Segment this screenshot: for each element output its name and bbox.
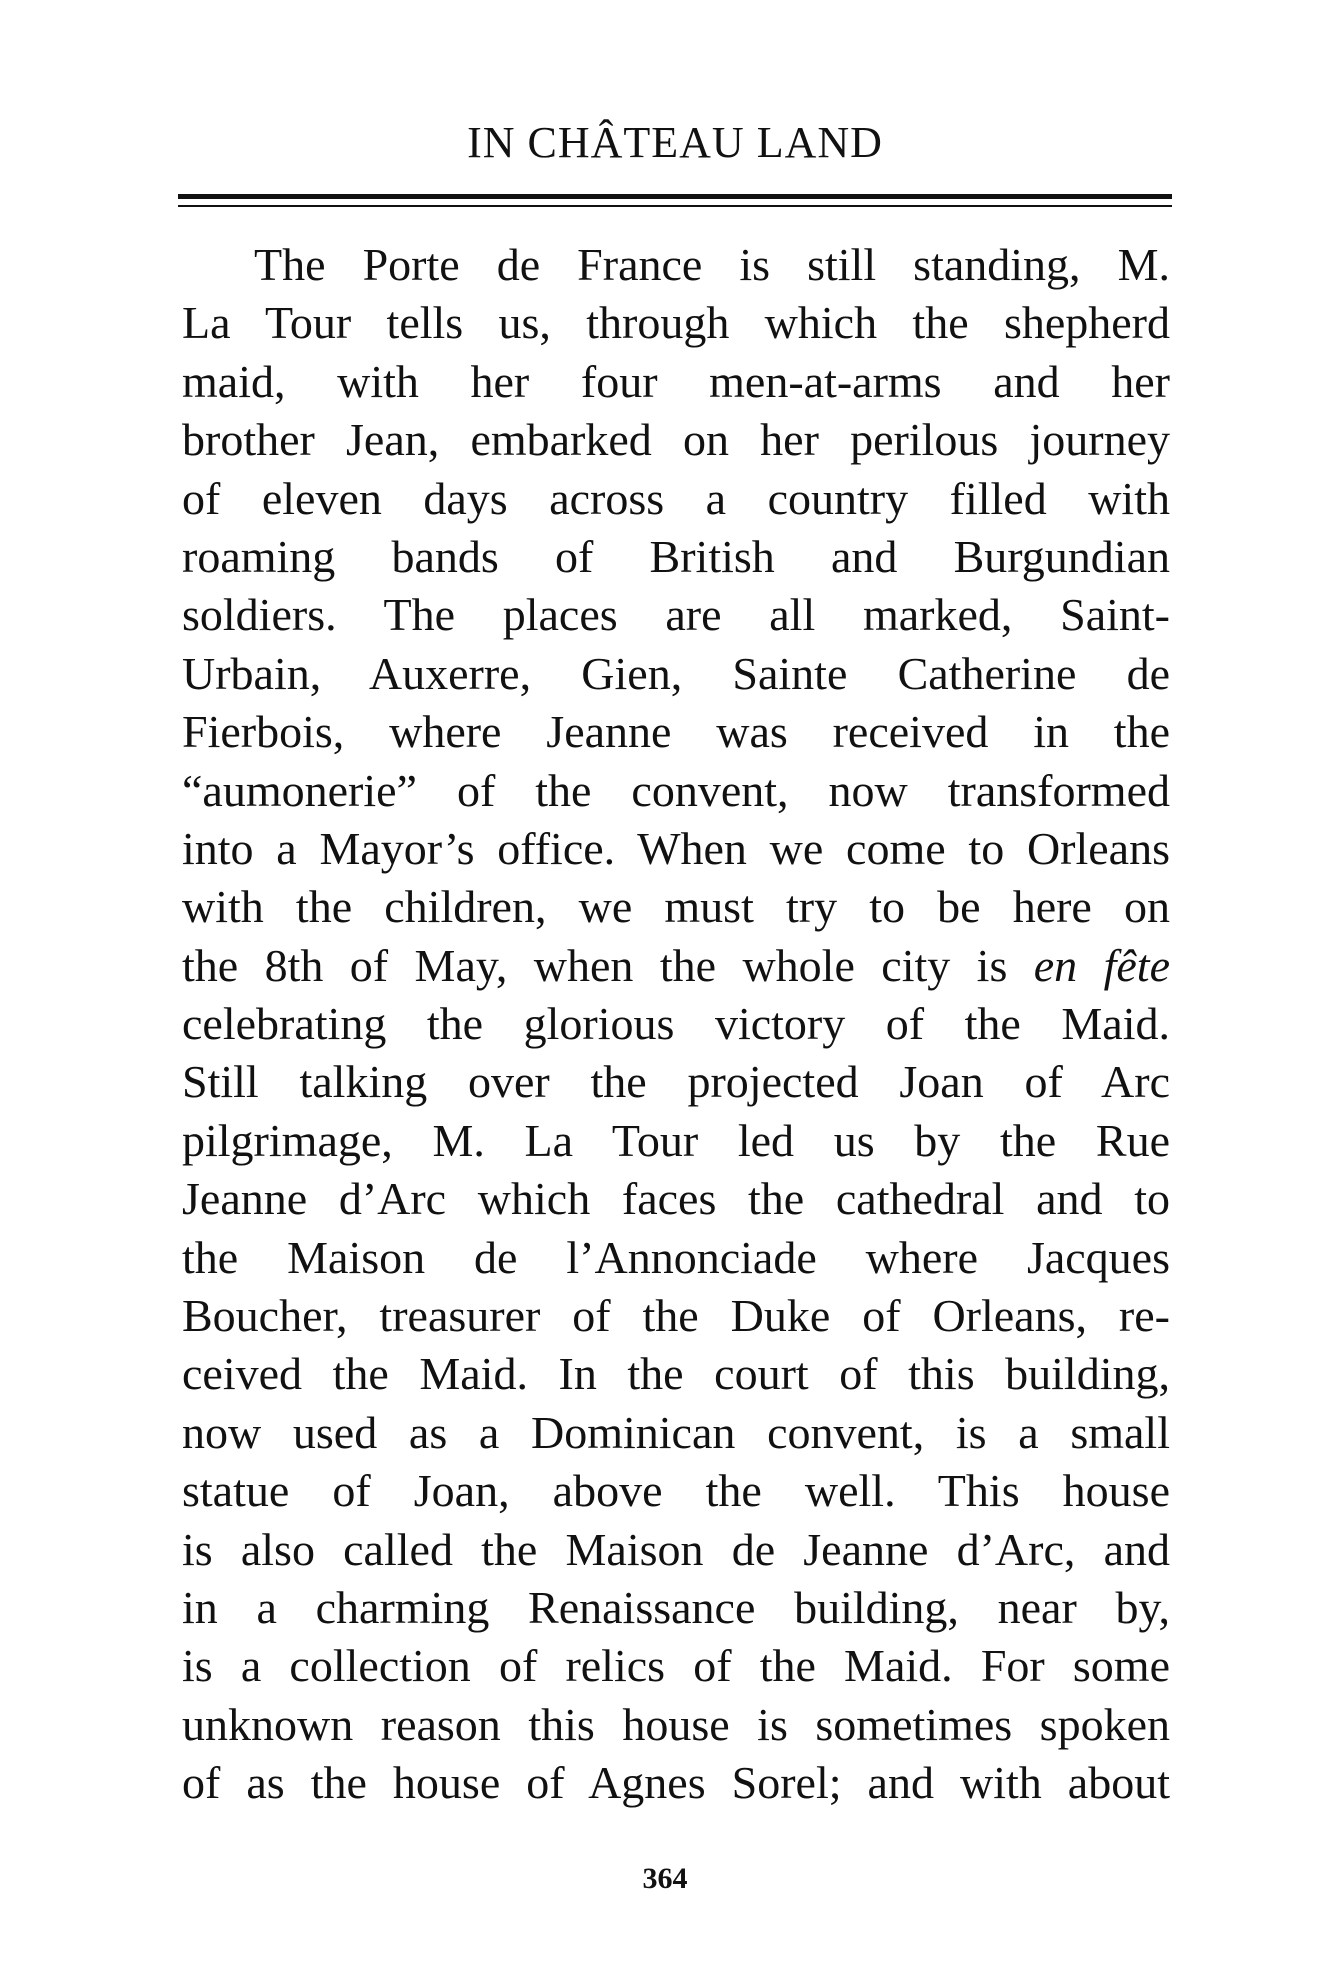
text-line: with the children, we must try to be here on <box>182 881 1170 933</box>
text-line: La Tour tells us, through which the shepherd <box>182 297 1170 349</box>
text-line: is a collection of relics of the Maid. For some <box>182 1640 1170 1692</box>
text-line: The Porte de France is still standing, M. <box>254 239 1170 290</box>
italic-phrase: en fête <box>1033 939 1170 991</box>
text-line: brother Jean, embarked on her perilous journey <box>182 414 1170 466</box>
text-line: Still talking over the projected Joan of Arc <box>182 1056 1170 1108</box>
text-line: Boucher, treasurer of the Duke of Orleans, re- <box>182 1290 1170 1342</box>
text-line: is also called the Maison de Jeanne d’Arc, and <box>182 1523 1170 1575</box>
text-line: the Maison de l’Annonciade where Jacques <box>182 1231 1170 1283</box>
page-number: 364 <box>642 1862 688 1895</box>
header-rule-thin <box>178 205 1172 207</box>
text-line: roaming bands of British and Burgundian <box>182 530 1170 582</box>
text-line: soldiers. The places are all marked, Saint- <box>182 589 1170 641</box>
text-line: of as the house of Agnes Sorel; and with about <box>182 1757 1170 1809</box>
text-line: Urbain, Auxerre, Gien, Sainte Catherine de <box>182 647 1170 699</box>
text-line: unknown reason this house is sometimes spoken <box>182 1698 1170 1750</box>
text-line: now used as a Dominican convent, is a small <box>182 1406 1170 1458</box>
text-line-with-italic <box>182 937 1170 995</box>
text-line: ceived the Maid. In the court of this building, <box>182 1348 1170 1400</box>
text-line: Fierbois, where Jeanne was received in the <box>182 706 1170 758</box>
running-head: IN CHÂTEAU LAND <box>467 118 883 167</box>
text-line: in a charming Renaissance building, near by, <box>182 1581 1170 1633</box>
header-rule-thick <box>178 194 1172 199</box>
text-line: celebrating the glorious victory of the Maid. <box>182 998 1170 1050</box>
text-line: statue of Joan, above the well. This house <box>182 1465 1170 1517</box>
text-line: of eleven days across a country filled with <box>182 472 1170 524</box>
text-line: into a Mayor’s office. When we come to Orleans <box>182 822 1170 874</box>
body-paragraph <box>182 236 1170 1813</box>
text-line: pilgrimage, M. La Tour led us by the Rue <box>182 1114 1170 1166</box>
text-line: Jeanne d’Arc which faces the cathedral and to <box>182 1173 1170 1225</box>
text-line: “aumonerie” of the convent, now transformed <box>182 764 1170 816</box>
text-fragment: the 8th of May, when the whole city is <box>182 939 1034 991</box>
text-line: maid, with her four men-at-arms and her <box>182 355 1170 407</box>
